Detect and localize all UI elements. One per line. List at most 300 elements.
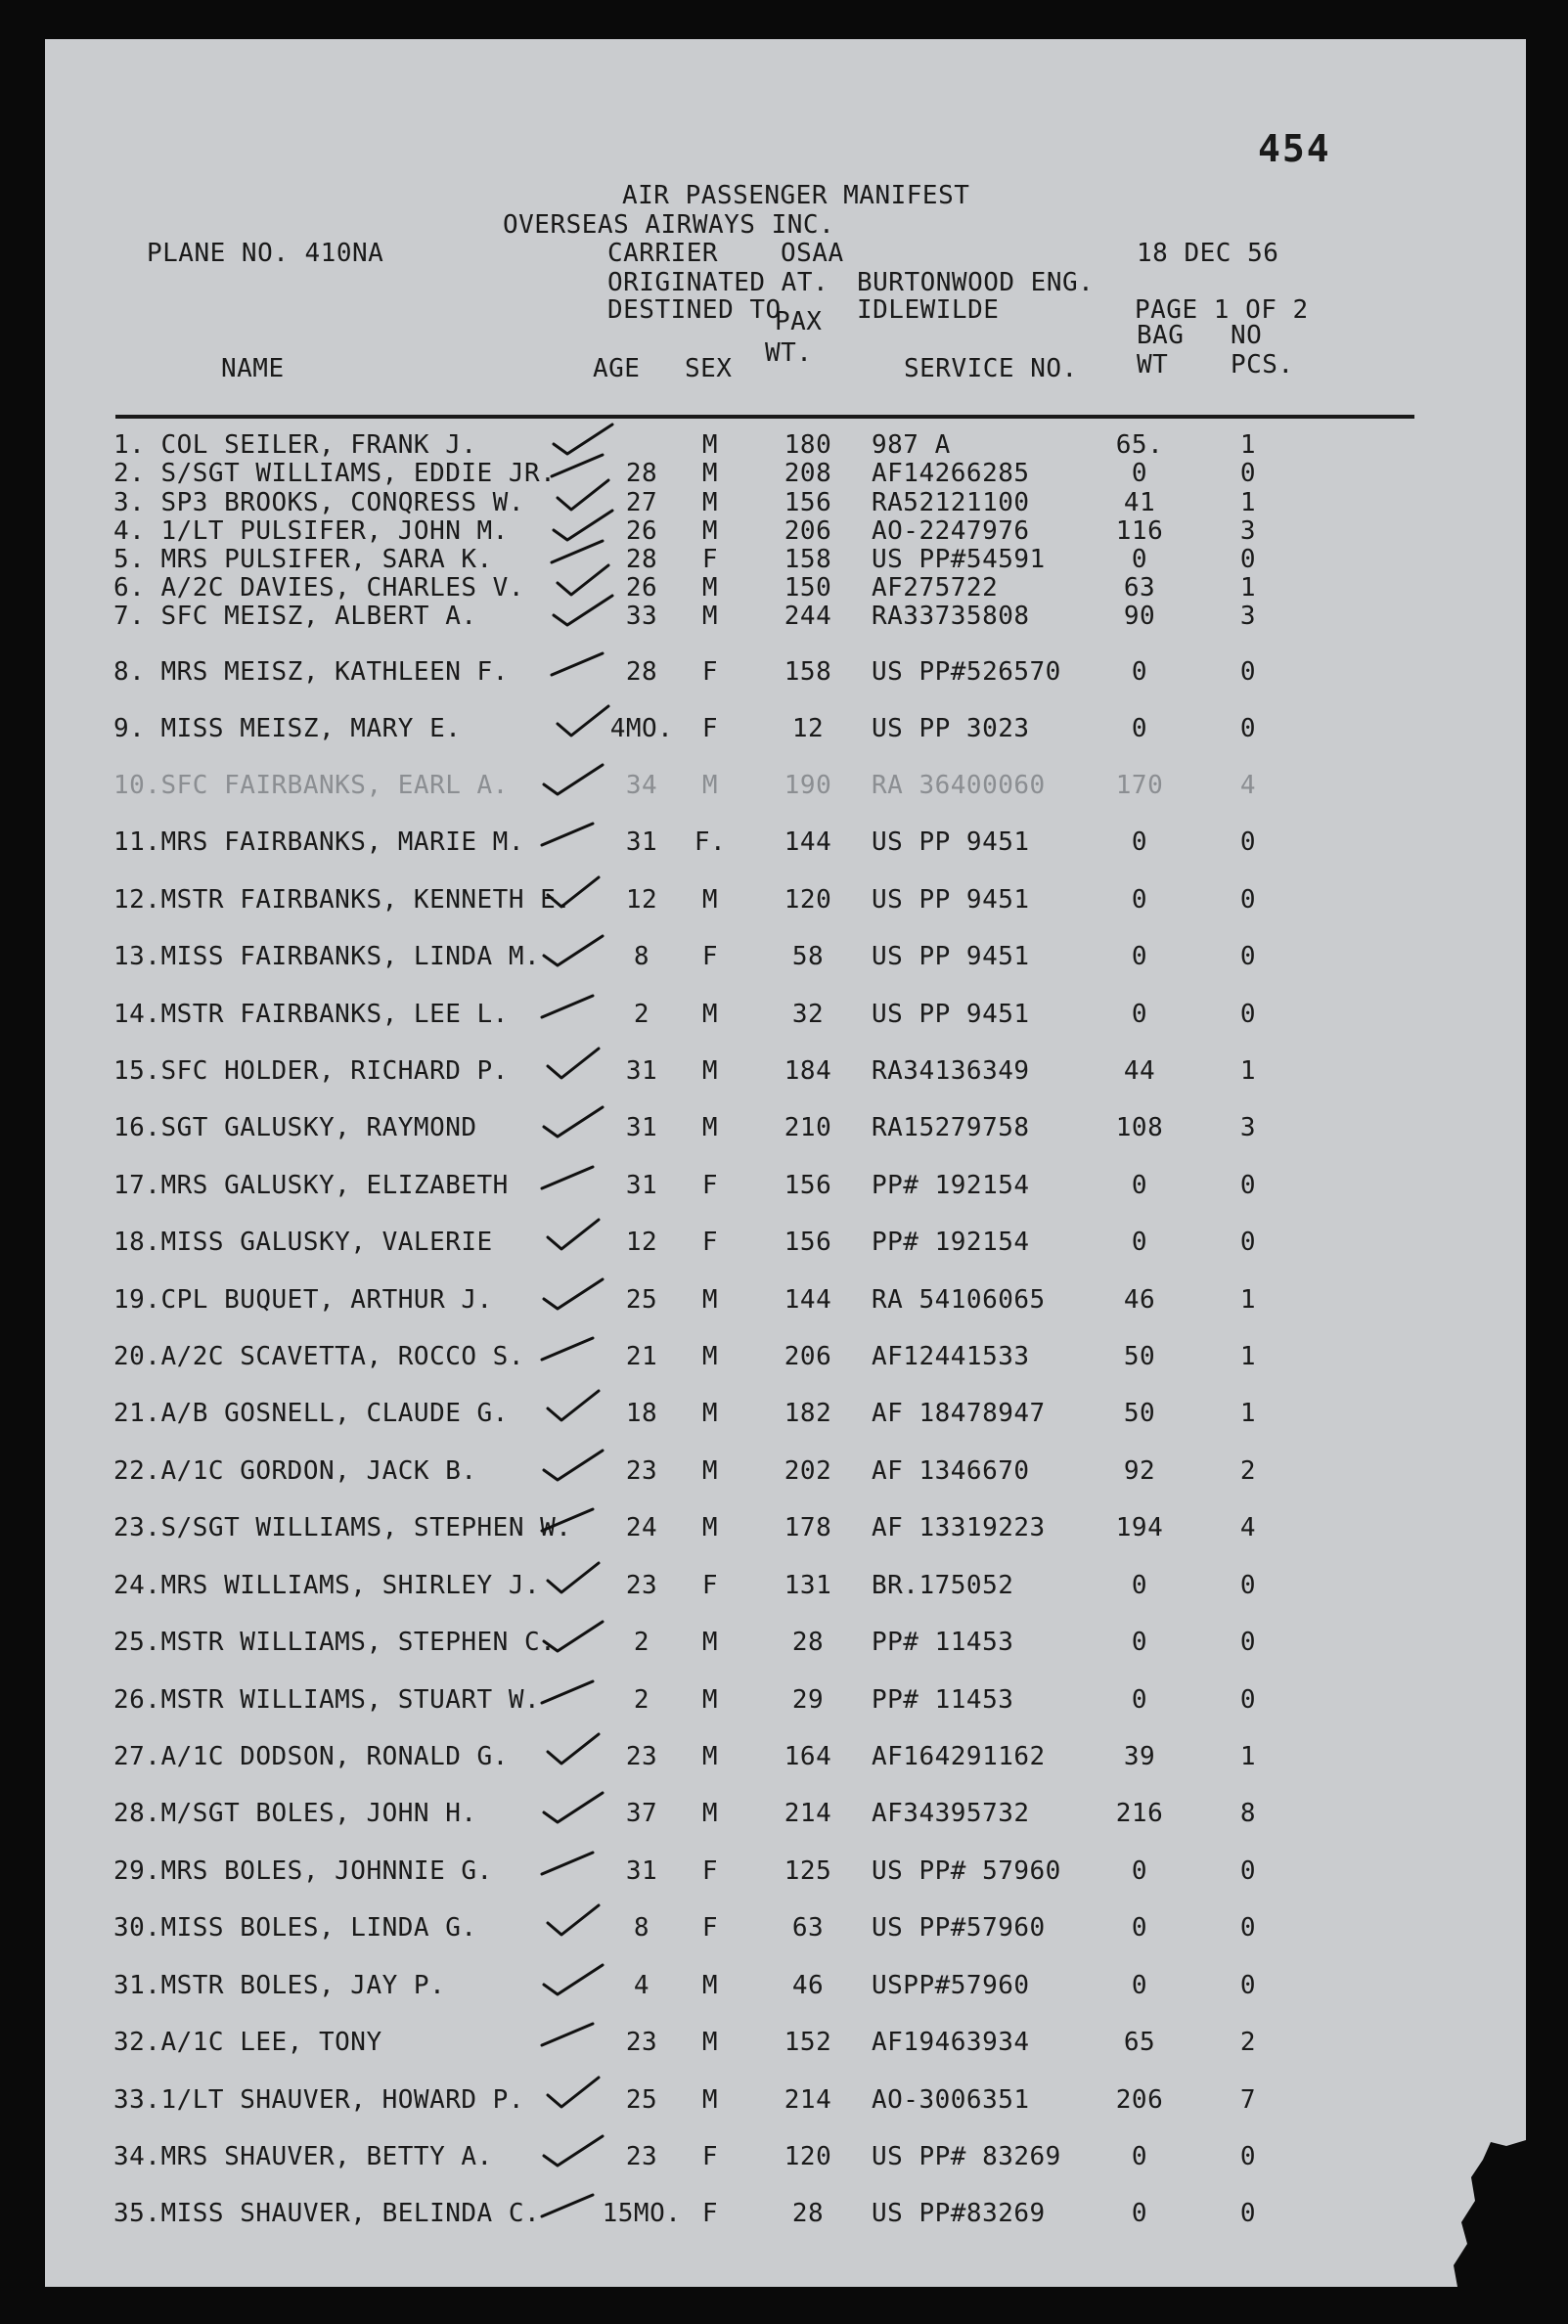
passenger-svc: PP# 192154 — [872, 1171, 1030, 1200]
passenger-wt: 12 — [791, 714, 825, 743]
header-sex: SEX — [685, 354, 733, 383]
passenger-svc: PP# 192154 — [872, 1228, 1030, 1257]
passenger-name: 28.M/SGT BOLES, JOHN H. — [113, 1799, 477, 1828]
passenger-name: 4. 1/LT PULSIFER, JOHN M. — [113, 516, 509, 546]
passenger-name: 15.SFC HOLDER, RICHARD P. — [113, 1056, 509, 1086]
passenger-sex: M — [701, 1742, 719, 1771]
passenger-pcs: 7 — [1239, 2085, 1257, 2115]
passenger-bag: 46 — [1123, 1285, 1156, 1315]
passenger-pcs: 2 — [1239, 2028, 1257, 2057]
passenger-svc: AO-2247976 — [872, 516, 1030, 546]
header-pax: PAX — [775, 307, 823, 336]
passenger-name: 22.A/1C GORDON, JACK B. — [113, 1456, 477, 1486]
passenger-wt: 180 — [784, 430, 832, 460]
check-mark-icon — [534, 1670, 622, 1713]
passenger-svc: AF275722 — [872, 573, 999, 603]
check-mark-icon — [534, 1270, 622, 1313]
passenger-pcs: 0 — [1239, 1228, 1257, 1257]
passenger-wt: 208 — [784, 459, 832, 488]
passenger-age: 2 — [633, 1628, 650, 1657]
passenger-bag: 0 — [1131, 942, 1148, 971]
passenger-pcs: 8 — [1239, 1799, 1257, 1828]
passenger-sex: M — [701, 1399, 719, 1428]
passenger-sex: F — [701, 2199, 719, 2228]
passenger-row — [45, 2078, 1526, 2121]
torn-corner — [1389, 2121, 1526, 2287]
passenger-sex: F — [701, 942, 719, 971]
passenger-name: 1. COL SEILER, FRANK J. — [113, 430, 477, 460]
passenger-svc: RA 36400060 — [872, 771, 1046, 800]
passenger-row — [45, 877, 1526, 920]
passenger-name: 2. S/SGT WILLIAMS, EDDIE JR. — [113, 459, 557, 488]
check-mark-icon — [534, 1097, 622, 1140]
passenger-svc: US PP#526570 — [872, 657, 1061, 687]
passenger-name: 31.MSTR BOLES, JAY P. — [113, 1971, 446, 2000]
passenger-pcs: 0 — [1239, 657, 1257, 687]
passenger-sex: M — [701, 2085, 719, 2115]
passenger-age: 28 — [625, 545, 658, 574]
header-bag-wt: WT — [1137, 350, 1169, 380]
passenger-pcs: 0 — [1239, 2142, 1257, 2171]
passenger-row — [45, 2134, 1526, 2177]
passenger-svc: PP# 11453 — [872, 1628, 1014, 1657]
originated-value: BURTONWOOD ENG. — [857, 268, 1095, 297]
passenger-row — [45, 1220, 1526, 1263]
passenger-svc: RA33735808 — [872, 602, 1030, 631]
passenger-age: 27 — [625, 488, 658, 517]
passenger-name: 34.MRS SHAUVER, BETTY A. — [113, 2142, 493, 2171]
passenger-bag: 39 — [1123, 1742, 1156, 1771]
passenger-sex: F — [701, 657, 719, 687]
passenger-age: 8 — [633, 942, 650, 971]
passenger-sex: M — [701, 488, 719, 517]
passenger-svc: RA15279758 — [872, 1113, 1030, 1142]
passenger-bag: 65. — [1115, 430, 1164, 460]
carrier-label: CARRIER — [607, 239, 719, 268]
passenger-pcs: 1 — [1239, 430, 1257, 460]
passenger-name: 11.MRS FAIRBANKS, MARIE M. — [113, 827, 524, 857]
passenger-wt: 28 — [791, 2199, 825, 2228]
passenger-sex: M — [701, 573, 719, 603]
passenger-pcs: 0 — [1239, 1913, 1257, 1943]
passenger-row — [45, 1963, 1526, 2006]
passenger-name: 5. MRS PULSIFER, SARA K. — [113, 545, 493, 574]
passenger-svc: PP# 11453 — [872, 1685, 1014, 1715]
passenger-wt: 210 — [784, 1113, 832, 1142]
passenger-age: 24 — [625, 1513, 658, 1542]
passenger-row — [45, 763, 1526, 806]
manifest-date: 18 DEC 56 — [1137, 239, 1279, 268]
passenger-wt: 206 — [784, 516, 832, 546]
passenger-sex: M — [701, 1456, 719, 1486]
passenger-wt: 164 — [784, 1742, 832, 1771]
passenger-wt: 58 — [791, 942, 825, 971]
passenger-age: 12 — [625, 885, 658, 915]
check-mark-icon — [534, 1383, 622, 1426]
passenger-sex: M — [701, 1113, 719, 1142]
passenger-bag: 0 — [1131, 2199, 1148, 2228]
passenger-svc: AO-3006351 — [872, 2085, 1030, 2115]
passenger-age: 21 — [625, 1342, 658, 1371]
passenger-sex: F — [701, 1228, 719, 1257]
passenger-row — [45, 1563, 1526, 1606]
passenger-bag: 63 — [1123, 573, 1156, 603]
check-mark-icon — [534, 1612, 622, 1655]
check-mark-icon — [534, 2070, 622, 2113]
passenger-sex: M — [701, 1056, 719, 1086]
check-mark-icon — [534, 2183, 622, 2226]
passenger-sex: F — [701, 1913, 719, 1943]
page-of: PAGE 1 OF 2 — [1135, 295, 1309, 325]
passenger-name: 24.MRS WILLIAMS, SHIRLEY J. — [113, 1571, 541, 1600]
passenger-sex: M — [701, 1285, 719, 1315]
passenger-bag: 0 — [1131, 657, 1148, 687]
passenger-bag: 0 — [1131, 1913, 1148, 1943]
passenger-name: 29.MRS BOLES, JOHNNIE G. — [113, 1856, 493, 1886]
passenger-pcs: 0 — [1239, 1971, 1257, 2000]
passenger-wt: 214 — [784, 2085, 832, 2115]
passenger-name: 25.MSTR WILLIAMS, STEPHEN C. — [113, 1628, 557, 1657]
passenger-name: 7. SFC MEISZ, ALBERT A. — [113, 602, 477, 631]
passenger-pcs: 0 — [1239, 1628, 1257, 1657]
originated-label: ORIGINATED AT. — [607, 268, 829, 297]
passenger-name: 10.SFC FAIRBANKS, EARL A. — [113, 771, 509, 800]
passenger-bag: 50 — [1123, 1342, 1156, 1371]
header-no: NO — [1231, 321, 1263, 350]
passenger-name: 14.MSTR FAIRBANKS, LEE L. — [113, 1000, 509, 1029]
passenger-age: 23 — [625, 1571, 658, 1600]
passenger-bag: 0 — [1131, 714, 1148, 743]
passenger-bag: 0 — [1131, 1571, 1148, 1600]
passenger-row — [45, 820, 1526, 863]
passenger-age: 8 — [633, 1913, 650, 1943]
passenger-pcs: 0 — [1239, 1571, 1257, 1600]
passenger-age: 37 — [625, 1799, 658, 1828]
passenger-wt: 131 — [784, 1571, 832, 1600]
passenger-pcs: 4 — [1239, 1513, 1257, 1542]
passenger-bag: 44 — [1123, 1056, 1156, 1086]
passenger-sex: M — [701, 771, 719, 800]
passenger-sex: F — [701, 1571, 719, 1600]
passenger-name: 33.1/LT SHAUVER, HOWARD P. — [113, 2085, 524, 2115]
passenger-age: 18 — [625, 1399, 658, 1428]
check-mark-icon — [534, 1726, 622, 1769]
passenger-wt: 202 — [784, 1456, 832, 1486]
passenger-bag: 116 — [1115, 516, 1164, 546]
passenger-age: 4MO. — [609, 714, 674, 743]
passenger-svc: RA34136349 — [872, 1056, 1030, 1086]
passenger-name: 26.MSTR WILLIAMS, STUART W. — [113, 1685, 541, 1715]
passenger-bag: 0 — [1131, 885, 1148, 915]
passenger-pcs: 0 — [1239, 1685, 1257, 1715]
passenger-svc: US PP 3023 — [872, 714, 1030, 743]
passenger-row — [45, 934, 1526, 977]
destined-value: IDLEWILDE — [857, 295, 1000, 325]
passenger-name: 3. SP3 BROOKS, CONQRESS W. — [113, 488, 524, 517]
passenger-svc: US PP 9451 — [872, 827, 1030, 857]
passenger-pcs: 4 — [1239, 771, 1257, 800]
passenger-svc: US PP#57960 — [872, 1913, 1046, 1943]
passenger-pcs: 3 — [1239, 1113, 1257, 1142]
passenger-row — [45, 1449, 1526, 1492]
passenger-bag: 194 — [1115, 1513, 1164, 1542]
header-age: AGE — [593, 354, 641, 383]
passenger-sex: M — [701, 1685, 719, 1715]
passenger-pcs: 1 — [1239, 573, 1257, 603]
passenger-wt: 28 — [791, 1628, 825, 1657]
passenger-age: 31 — [625, 1113, 658, 1142]
passenger-bag: 0 — [1131, 1000, 1148, 1029]
passenger-age: 4 — [633, 1971, 650, 2000]
passenger-svc: US PP 9451 — [872, 885, 1030, 915]
passenger-sex: M — [701, 1628, 719, 1657]
passenger-bag: 0 — [1131, 545, 1148, 574]
passenger-wt: 156 — [784, 1228, 832, 1257]
passenger-name: 32.A/1C LEE, TONY — [113, 2028, 382, 2057]
passenger-svc: AF14266285 — [872, 459, 1030, 488]
check-mark-icon — [544, 586, 632, 629]
passenger-svc: AF34395732 — [872, 1799, 1030, 1828]
passenger-bag: 0 — [1131, 1628, 1148, 1657]
passenger-row — [45, 2020, 1526, 2063]
passenger-sex: M — [701, 1799, 719, 1828]
passenger-wt: 32 — [791, 1000, 825, 1029]
passenger-svc: RA 54106065 — [872, 1285, 1046, 1315]
passenger-row — [45, 1791, 1526, 1834]
check-mark-icon — [534, 1212, 622, 1255]
check-mark-icon — [534, 1041, 622, 1084]
passenger-pcs: 0 — [1239, 459, 1257, 488]
passenger-bag: 65 — [1123, 2028, 1156, 2057]
passenger-wt: 125 — [784, 1856, 832, 1886]
passenger-sex: F — [701, 1856, 719, 1886]
passenger-pcs: 1 — [1239, 1285, 1257, 1315]
passenger-wt: 190 — [784, 771, 832, 800]
passenger-svc: BR.175052 — [872, 1571, 1014, 1600]
passenger-pcs: 1 — [1239, 1342, 1257, 1371]
passenger-bag: 0 — [1131, 827, 1148, 857]
passenger-age: 31 — [625, 1856, 658, 1886]
passenger-pcs: 0 — [1239, 2199, 1257, 2228]
passenger-wt: 144 — [784, 1285, 832, 1315]
passenger-pcs: 0 — [1239, 1856, 1257, 1886]
passenger-row — [45, 1049, 1526, 1092]
passenger-row — [45, 992, 1526, 1035]
passenger-svc: US PP 9451 — [872, 942, 1030, 971]
passenger-sex: M — [701, 1000, 719, 1029]
passenger-sex: M — [701, 1513, 719, 1542]
passenger-bag: 0 — [1131, 1856, 1148, 1886]
passenger-bag: 0 — [1131, 1971, 1148, 2000]
check-mark-icon — [534, 2012, 622, 2055]
passenger-row — [45, 706, 1526, 749]
passenger-sex: M — [701, 1971, 719, 2000]
passenger-row — [45, 1677, 1526, 1721]
passenger-name: 9. MISS MEISZ, MARY E. — [113, 714, 462, 743]
passenger-bag: 206 — [1115, 2085, 1164, 2115]
passenger-sex: M — [701, 516, 719, 546]
passenger-pcs: 0 — [1239, 942, 1257, 971]
check-mark-icon — [534, 984, 622, 1027]
passenger-wt: 120 — [784, 885, 832, 915]
passenger-wt: 156 — [784, 1171, 832, 1200]
carrier-value: OSAA — [781, 239, 844, 268]
passenger-row — [45, 1905, 1526, 1948]
passenger-bag: 216 — [1115, 1799, 1164, 1828]
passenger-pcs: 0 — [1239, 714, 1257, 743]
passenger-pcs: 2 — [1239, 1456, 1257, 1486]
passenger-pcs: 0 — [1239, 1171, 1257, 1200]
passenger-svc: US PP 9451 — [872, 1000, 1030, 1029]
passenger-wt: 144 — [784, 827, 832, 857]
passenger-svc: US PP#83269 — [872, 2199, 1046, 2228]
header-pax-wt: WT. — [765, 338, 813, 368]
destined-label: DESTINED TO — [607, 295, 782, 325]
passenger-sex: F — [701, 1171, 719, 1200]
passenger-sex: M — [701, 1342, 719, 1371]
check-mark-icon — [534, 926, 622, 969]
header-pcs: PCS. — [1231, 350, 1294, 380]
passenger-wt: 158 — [784, 545, 832, 574]
passenger-wt: 63 — [791, 1913, 825, 1943]
passenger-svc: RA52121100 — [872, 488, 1030, 517]
company-name: OVERSEAS AIRWAYS INC. — [503, 210, 835, 240]
passenger-age: 34 — [625, 771, 658, 800]
passenger-svc: AF 13319223 — [872, 1513, 1046, 1542]
passenger-svc: US PP# 83269 — [872, 2142, 1061, 2171]
passenger-bag: 0 — [1131, 1685, 1148, 1715]
passenger-age: 23 — [625, 2142, 658, 2171]
passenger-sex: M — [701, 885, 719, 915]
plane-number: PLANE NO. 410NA — [147, 239, 384, 268]
passenger-age: 25 — [625, 2085, 658, 2115]
passenger-name: 13.MISS FAIRBANKS, LINDA M. — [113, 942, 541, 971]
passenger-wt: 184 — [784, 1056, 832, 1086]
passenger-name: 35.MISS SHAUVER, BELINDA C. — [113, 2199, 541, 2228]
check-mark-icon — [534, 1841, 622, 1884]
passenger-wt: 158 — [784, 657, 832, 687]
passenger-svc: AF12441533 — [872, 1342, 1030, 1371]
passenger-bag: 0 — [1131, 1171, 1148, 1200]
passenger-pcs: 1 — [1239, 1399, 1257, 1428]
passenger-row — [45, 1620, 1526, 1663]
passenger-age: 12 — [625, 1228, 658, 1257]
passenger-row — [45, 1277, 1526, 1320]
check-mark-icon — [534, 755, 622, 798]
check-mark-icon — [534, 1955, 622, 1998]
passenger-bag: 170 — [1115, 771, 1164, 800]
header-service-no: SERVICE NO. — [904, 354, 1078, 383]
passenger-pcs: 1 — [1239, 1056, 1257, 1086]
passenger-wt: 182 — [784, 1399, 832, 1428]
passenger-sex: F — [701, 2142, 719, 2171]
check-mark-icon — [544, 642, 632, 685]
passenger-age: 23 — [625, 1742, 658, 1771]
check-mark-icon — [534, 1783, 622, 1826]
passenger-row — [45, 1334, 1526, 1377]
passenger-wt: 214 — [784, 1799, 832, 1828]
page-number: 454 — [1258, 127, 1331, 170]
passenger-age: 25 — [625, 1285, 658, 1315]
passenger-age: 26 — [625, 516, 658, 546]
passenger-svc: AF 18478947 — [872, 1399, 1046, 1428]
passenger-name: 16.SGT GALUSKY, RAYMOND — [113, 1113, 477, 1142]
passenger-age: 31 — [625, 827, 658, 857]
check-mark-icon — [534, 870, 622, 913]
passenger-name: 27.A/1C DODSON, RONALD G. — [113, 1742, 509, 1771]
check-mark-icon — [534, 1898, 622, 1941]
passenger-row — [45, 1734, 1526, 1777]
passenger-bag: 0 — [1131, 459, 1148, 488]
passenger-svc: 987 A — [872, 430, 951, 460]
passenger-bag: 50 — [1123, 1399, 1156, 1428]
passenger-pcs: 0 — [1239, 545, 1257, 574]
passenger-name: 19.CPL BUQUET, ARTHUR J. — [113, 1285, 493, 1315]
passenger-wt: 178 — [784, 1513, 832, 1542]
check-mark-icon — [534, 812, 622, 855]
header-rule — [115, 415, 1414, 419]
passenger-pcs: 0 — [1239, 1000, 1257, 1029]
passenger-bag: 41 — [1123, 488, 1156, 517]
check-mark-icon — [534, 2126, 622, 2169]
passenger-pcs: 3 — [1239, 516, 1257, 546]
passenger-bag: 108 — [1115, 1113, 1164, 1142]
passenger-name: 20.A/2C SCAVETTA, ROCCO S. — [113, 1342, 524, 1371]
passenger-age: 26 — [625, 573, 658, 603]
passenger-wt: 46 — [791, 1971, 825, 2000]
passenger-wt: 156 — [784, 488, 832, 517]
passenger-age: 23 — [625, 1456, 658, 1486]
passenger-age: 2 — [633, 1000, 650, 1029]
passenger-bag: 90 — [1123, 602, 1156, 631]
manifest-sheet — [45, 39, 1526, 2287]
check-mark-icon — [534, 1497, 622, 1541]
passenger-wt: 120 — [784, 2142, 832, 2171]
passenger-row — [45, 1105, 1526, 1148]
passenger-age: 31 — [625, 1056, 658, 1086]
passenger-sex: M — [701, 459, 719, 488]
passenger-pcs: 1 — [1239, 488, 1257, 517]
passenger-sex: M — [701, 430, 719, 460]
check-mark-icon — [544, 698, 632, 741]
passenger-sex: F — [701, 545, 719, 574]
passenger-age: 33 — [625, 602, 658, 631]
check-mark-icon — [534, 1555, 622, 1598]
passenger-row — [45, 1505, 1526, 1548]
passenger-svc: AF19463934 — [872, 2028, 1030, 2057]
check-mark-icon — [534, 1155, 622, 1198]
passenger-name: 17.MRS GALUSKY, ELIZABETH — [113, 1171, 509, 1200]
passenger-row — [45, 594, 1526, 637]
passenger-sex: M — [701, 2028, 719, 2057]
passenger-age: 23 — [625, 2028, 658, 2057]
passenger-pcs: 3 — [1239, 602, 1257, 631]
passenger-wt: 152 — [784, 2028, 832, 2057]
passenger-svc: US PP#54591 — [872, 545, 1046, 574]
header-bag: BAG — [1137, 321, 1185, 350]
passenger-wt: 29 — [791, 1685, 825, 1715]
passenger-name: 12.MSTR FAIRBANKS, KENNETH E. — [113, 885, 572, 915]
passenger-wt: 244 — [784, 602, 832, 631]
passenger-sex: M — [701, 602, 719, 631]
passenger-age: 31 — [625, 1171, 658, 1200]
passenger-age: 15MO. — [602, 2199, 682, 2228]
passenger-row — [45, 649, 1526, 693]
passenger-pcs: 0 — [1239, 827, 1257, 857]
passenger-name: 18.MISS GALUSKY, VALERIE — [113, 1228, 493, 1257]
passenger-svc: US PP# 57960 — [872, 1856, 1061, 1886]
passenger-age: 2 — [633, 1685, 650, 1715]
